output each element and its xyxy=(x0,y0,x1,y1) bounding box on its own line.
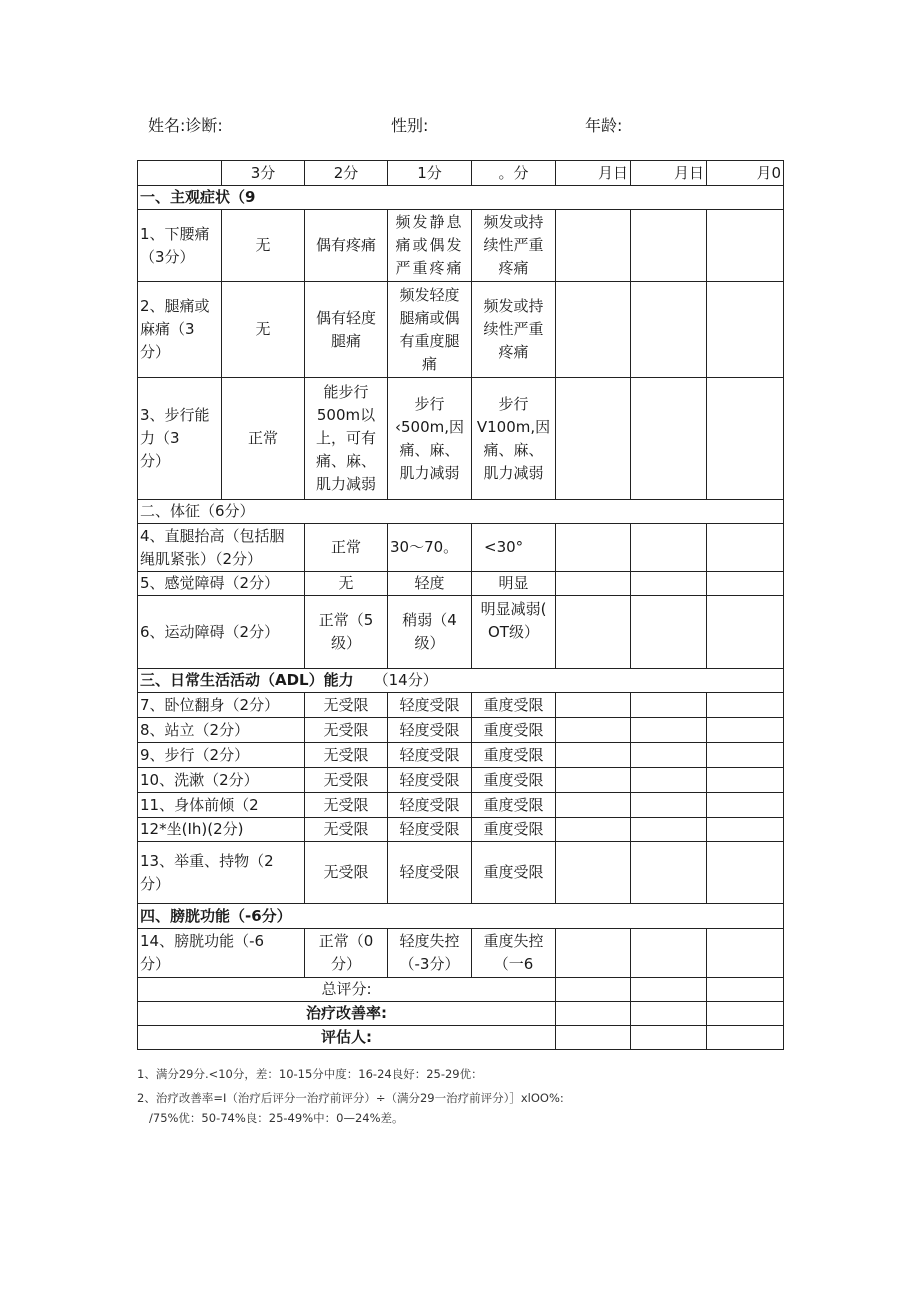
date-cell[interactable] xyxy=(631,210,707,282)
section-header-signs xyxy=(138,500,784,524)
age-label: 年龄: xyxy=(585,116,623,135)
score-0-cell: 重度受限 xyxy=(472,842,556,904)
item-label: 6、运动障碍（2分） xyxy=(138,596,305,669)
patient-header xyxy=(0,113,920,139)
improvement-cell[interactable] xyxy=(631,1002,707,1026)
date-cell[interactable] xyxy=(631,596,707,669)
date-cell[interactable] xyxy=(631,793,707,818)
score-1-cell: 轻度受限 xyxy=(388,718,472,743)
date-cell[interactable] xyxy=(556,596,631,669)
date-header-1: 月日 xyxy=(556,161,631,186)
score-3-cell: 无 xyxy=(222,210,305,282)
score-2-cell: 偶有疼痛 xyxy=(305,210,388,282)
score-2-cell: 无受限 xyxy=(305,768,388,793)
table-row xyxy=(138,524,784,572)
score-1-cell: 30～70。 xyxy=(388,524,472,572)
section-header-adl xyxy=(138,669,784,693)
score-0-cell: 步行 V100m,因 痛、麻、 肌力减弱 xyxy=(472,378,556,500)
score-1-cell: 轻度受限 xyxy=(388,768,472,793)
date-cell[interactable] xyxy=(707,282,784,378)
item-label: 14、膀胱功能（-6 分） xyxy=(138,929,305,978)
table-row xyxy=(138,210,784,282)
date-cell[interactable] xyxy=(556,793,631,818)
date-cell[interactable] xyxy=(631,693,707,718)
score-1-header: 1分 xyxy=(388,161,472,186)
date-cell[interactable] xyxy=(631,572,707,596)
date-cell[interactable] xyxy=(707,842,784,904)
table-row xyxy=(138,768,784,793)
date-cell[interactable] xyxy=(631,842,707,904)
date-cell[interactable] xyxy=(631,378,707,500)
date-cell[interactable] xyxy=(631,929,707,978)
name-diagnosis-label: 姓名:诊断: xyxy=(148,116,223,135)
total-score-label: 总评分: xyxy=(138,978,556,1002)
score-0-cell: 频发或持 续性严重 疼痛 xyxy=(472,282,556,378)
item-label: 8、站立（2分） xyxy=(138,718,305,743)
table-row xyxy=(138,929,784,978)
date-cell[interactable] xyxy=(707,596,784,669)
score-2-cell: 无 xyxy=(305,572,388,596)
score-2-cell: 偶有轻度 腿痛 xyxy=(305,282,388,378)
header-row xyxy=(138,161,784,186)
date-cell[interactable] xyxy=(556,693,631,718)
item-label: 1、下腰痛 （3分） xyxy=(138,210,222,282)
date-cell[interactable] xyxy=(631,768,707,793)
date-cell[interactable] xyxy=(556,524,631,572)
score-0-cell: 重度受限 xyxy=(472,818,556,842)
date-cell[interactable] xyxy=(707,929,784,978)
section-header-bladder xyxy=(138,904,784,929)
score-1-cell: 轻度受限 xyxy=(388,743,472,768)
score-0-cell: 重度受限 xyxy=(472,718,556,743)
score-2-cell: 无受限 xyxy=(305,842,388,904)
table-row xyxy=(138,572,784,596)
score-2-cell: 无受限 xyxy=(305,743,388,768)
score-0-cell: 重度受限 xyxy=(472,743,556,768)
date-cell[interactable] xyxy=(707,524,784,572)
item-label: 2、腿痛或 麻痛（3 分） xyxy=(138,282,222,378)
date-cell[interactable] xyxy=(707,693,784,718)
date-cell[interactable] xyxy=(707,718,784,743)
assessor-label: 评估人: xyxy=(138,1026,556,1050)
date-cell[interactable] xyxy=(631,818,707,842)
date-header-3: 月0 xyxy=(707,161,784,186)
score-0-cell: 频发或持 续性严重 疼痛 xyxy=(472,210,556,282)
improvement-label: 治疗改善率: xyxy=(138,1002,556,1026)
item-label: 12*坐(Ih)(2分) xyxy=(138,818,305,842)
assessment-table xyxy=(137,160,784,1050)
date-cell[interactable] xyxy=(707,793,784,818)
date-header-2: 月日 xyxy=(631,161,707,186)
table-row xyxy=(138,793,784,818)
item-label: 3、步行能 力（3 分） xyxy=(138,378,222,500)
date-cell[interactable] xyxy=(556,743,631,768)
table-row xyxy=(138,378,784,500)
item-label: 7、卧位翻身（2分） xyxy=(138,693,305,718)
date-cell[interactable] xyxy=(556,572,631,596)
date-cell[interactable] xyxy=(707,743,784,768)
section-title-text: 三、日常生活活动（ADL）能力 xyxy=(140,671,354,689)
item-label: 9、步行（2分） xyxy=(138,743,305,768)
date-cell[interactable] xyxy=(631,524,707,572)
score-0-cell: 重度受限 xyxy=(472,768,556,793)
score-2-cell: 正常 xyxy=(305,524,388,572)
item-label: 10、洗漱（2分） xyxy=(138,768,305,793)
score-1-cell: 频发静息 痛或偶发 严重疼痛 xyxy=(388,210,472,282)
gender-label: 性别: xyxy=(391,116,429,135)
date-cell[interactable] xyxy=(556,718,631,743)
item-label: 13、举重、持物（2 分） xyxy=(138,842,305,904)
date-cell[interactable] xyxy=(707,572,784,596)
score-1-cell: 轻度受限 xyxy=(388,693,472,718)
date-cell[interactable] xyxy=(556,768,631,793)
score-2-cell: 正常（5 级） xyxy=(305,596,388,669)
date-cell[interactable] xyxy=(707,818,784,842)
score-2-cell: 无受限 xyxy=(305,793,388,818)
date-cell[interactable] xyxy=(707,378,784,500)
item-label: 11、身体前倾（2 xyxy=(138,793,305,818)
score-0-cell: 重度失控 （一6 xyxy=(472,929,556,978)
score-0-cell: 明显 xyxy=(472,572,556,596)
score-2-cell: 无受限 xyxy=(305,818,388,842)
total-score-row xyxy=(138,978,784,1002)
date-cell[interactable] xyxy=(631,282,707,378)
score-3-header: 3分 xyxy=(222,161,305,186)
date-cell[interactable] xyxy=(556,210,631,282)
total-score-cell[interactable] xyxy=(707,978,784,1002)
score-1-cell: 轻度受限 xyxy=(388,842,472,904)
score-2-cell: 无受限 xyxy=(305,693,388,718)
footnote-2: 2、治疗改善率=I（治疗后评分一治疗前评分）÷（满分29一治疗前评分）］xlOO%: xyxy=(137,1091,564,1105)
score-1-cell: 步行 ‹500m,因 痛、麻、 肌力减弱 xyxy=(388,378,472,500)
total-score-cell[interactable] xyxy=(631,978,707,1002)
score-0-header: 。分 xyxy=(472,161,556,186)
table-row xyxy=(138,818,784,842)
footnote-3: /75%优：50-74%良：25-49%中：0—24%差。 xyxy=(149,1111,404,1125)
table-row xyxy=(138,842,784,904)
score-0-cell: 重度受限 xyxy=(472,793,556,818)
date-cell[interactable] xyxy=(707,210,784,282)
item-label: 4、直腿抬高（包括胭 绳肌紧张）（2分） xyxy=(138,524,305,572)
score-2-header: 2分 xyxy=(305,161,388,186)
score-0-cell: 重度受限 xyxy=(472,693,556,718)
score-1-cell: 频发轻度 腿痛或偶 有重度腿 痛 xyxy=(388,282,472,378)
assessor-cell[interactable] xyxy=(556,1026,631,1050)
score-2-cell: 正常（0 分） xyxy=(305,929,388,978)
section-title: 二、体征（6分） xyxy=(138,500,784,524)
date-cell[interactable] xyxy=(556,929,631,978)
section-title xyxy=(138,669,784,693)
score-0-cell: 明显减弱( OT级） xyxy=(472,596,556,669)
date-cell[interactable] xyxy=(556,842,631,904)
item-label: 5、感觉障碍（2分） xyxy=(138,572,305,596)
date-cell[interactable] xyxy=(707,768,784,793)
section-score: （14分） xyxy=(373,671,438,689)
table-row xyxy=(138,693,784,718)
score-1-cell: 轻度受限 xyxy=(388,818,472,842)
score-2-cell: 无受限 xyxy=(305,718,388,743)
table-row xyxy=(138,718,784,743)
date-cell[interactable] xyxy=(556,282,631,378)
footnote-1: 1、满分29分.<10分，差：10-15分中度：16-24良好：25-29优： xyxy=(137,1067,483,1081)
improvement-cell[interactable] xyxy=(707,1002,784,1026)
section-header-subjective xyxy=(138,186,784,210)
score-1-cell: 轻度失控 （-3分） xyxy=(388,929,472,978)
score-3-cell: 正常 xyxy=(222,378,305,500)
score-2-cell: 能步行 500m以 上，可有 痛、麻、 肌力减弱 xyxy=(305,378,388,500)
score-1-cell: 轻度 xyxy=(388,572,472,596)
date-cell[interactable] xyxy=(631,718,707,743)
score-1-cell: 轻度受限 xyxy=(388,793,472,818)
table-row xyxy=(138,743,784,768)
score-1-cell: 稍弱（4 级） xyxy=(388,596,472,669)
improvement-cell[interactable] xyxy=(556,1002,631,1026)
date-cell[interactable] xyxy=(556,818,631,842)
assessor-row xyxy=(138,1026,784,1050)
table-row xyxy=(138,596,784,669)
assessor-cell[interactable] xyxy=(631,1026,707,1050)
date-cell[interactable] xyxy=(556,378,631,500)
blank-header-cell xyxy=(138,161,222,186)
section-title: 四、膀胱功能（-6分） xyxy=(138,904,784,929)
footnotes xyxy=(137,1062,564,1130)
section-title: 一、主观症状（9 xyxy=(138,186,784,210)
improvement-row xyxy=(138,1002,784,1026)
total-score-cell[interactable] xyxy=(556,978,631,1002)
score-0-cell: <30° xyxy=(472,524,556,572)
table-row xyxy=(138,282,784,378)
score-3-cell: 无 xyxy=(222,282,305,378)
assessor-cell[interactable] xyxy=(707,1026,784,1050)
date-cell[interactable] xyxy=(631,743,707,768)
